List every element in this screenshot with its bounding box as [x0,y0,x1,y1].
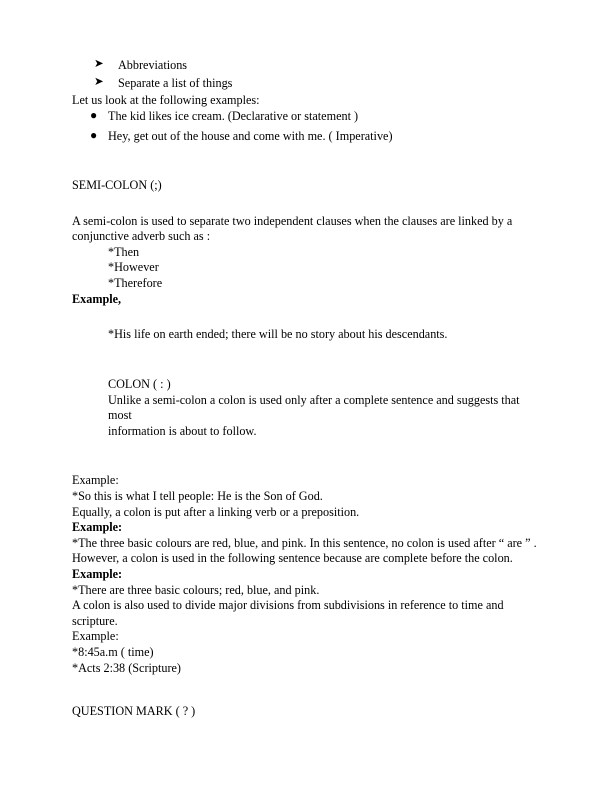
conjunctive-adverb-item: *Therefore [108,276,163,291]
example-label-3: Example: [72,567,123,582]
list-item-label: Hey, get out of the house and come with me. ( Imperative) [108,129,393,144]
colon-section-block [108,377,540,439]
dot-bullet-icon: ● [90,107,98,122]
colon-intro-line-1: Unlike a semi-colon a colon is used only after a complete sentence and suggests that most [108,392,520,423]
conjunctive-adverb-item: *However [108,260,159,275]
list-item [72,129,540,145]
example-label-4: Example: [72,629,119,644]
arrow-bullet-icon: ➤ [94,75,104,88]
example-label-1: Example: [72,473,119,488]
spacer [72,150,540,178]
list-item [72,58,540,74]
colon-example-5: *Acts 2:38 (Scripture) [72,660,181,675]
example-label-comma: Example, [72,291,122,306]
semicolon-heading: SEMI-COLON (;) [72,178,162,193]
document-body [72,58,540,720]
colon-example-2: *The three basic colours are red, blue, and pink. In this sentence, no colon is used after “ are ” . [72,535,537,550]
colon-example-1: *So this is what I tell people: He is the Son of God. [72,488,323,503]
colon-note-3-line-1: A colon is also used to divide major divisions from subdivisions in reference to time and [72,598,504,613]
colon-heading: COLON ( : ) [108,376,171,391]
list-item-label: Abbreviations [118,58,188,72]
arrow-bullet-icon: ➤ [94,58,104,70]
list-item [72,109,540,125]
semicolon-example: *His life on earth ended; there will be no story about his descendants. [108,327,448,342]
colon-intro-line-2: information is about to follow. [108,423,257,438]
colon-example-3: *There are three basic colours; red, blue, and pink. [72,582,320,597]
spacer [72,439,540,473]
spacer [72,676,540,704]
question-mark-heading: QUESTION MARK ( ? ) [72,704,196,719]
colon-note-2: However, a colon is used in the following sentence because are complete before the colon. [72,551,513,566]
conjunctive-adverb-item: *Then [108,244,140,259]
list-item [72,76,540,92]
list-item-label: The kid likes ice cream. (Declarative or statement ) [108,108,359,123]
example-label-2: Example: [72,520,123,535]
semicolon-intro-line-2: conjunctive adverb such as : [72,229,211,244]
spacer [72,343,540,377]
dot-bullet-list [72,109,540,145]
colon-note-3-line-2: scripture. [72,613,118,628]
spacer [72,307,540,327]
semicolon-intro-line-1: A semi-colon is used to separate two independent clauses when the clauses are linked by a [72,213,513,228]
dot-bullet-icon: ● [90,128,98,143]
colon-note-1: Equally, a colon is put after a linking verb or a preposition. [72,504,360,519]
intro-line: Let us look at the following examples: [72,93,260,108]
colon-example-4: *8:45a.m ( time) [72,645,154,660]
list-item-label: Separate a list of things [118,75,233,90]
arrow-bullet-list [72,58,540,91]
spacer [72,194,540,214]
